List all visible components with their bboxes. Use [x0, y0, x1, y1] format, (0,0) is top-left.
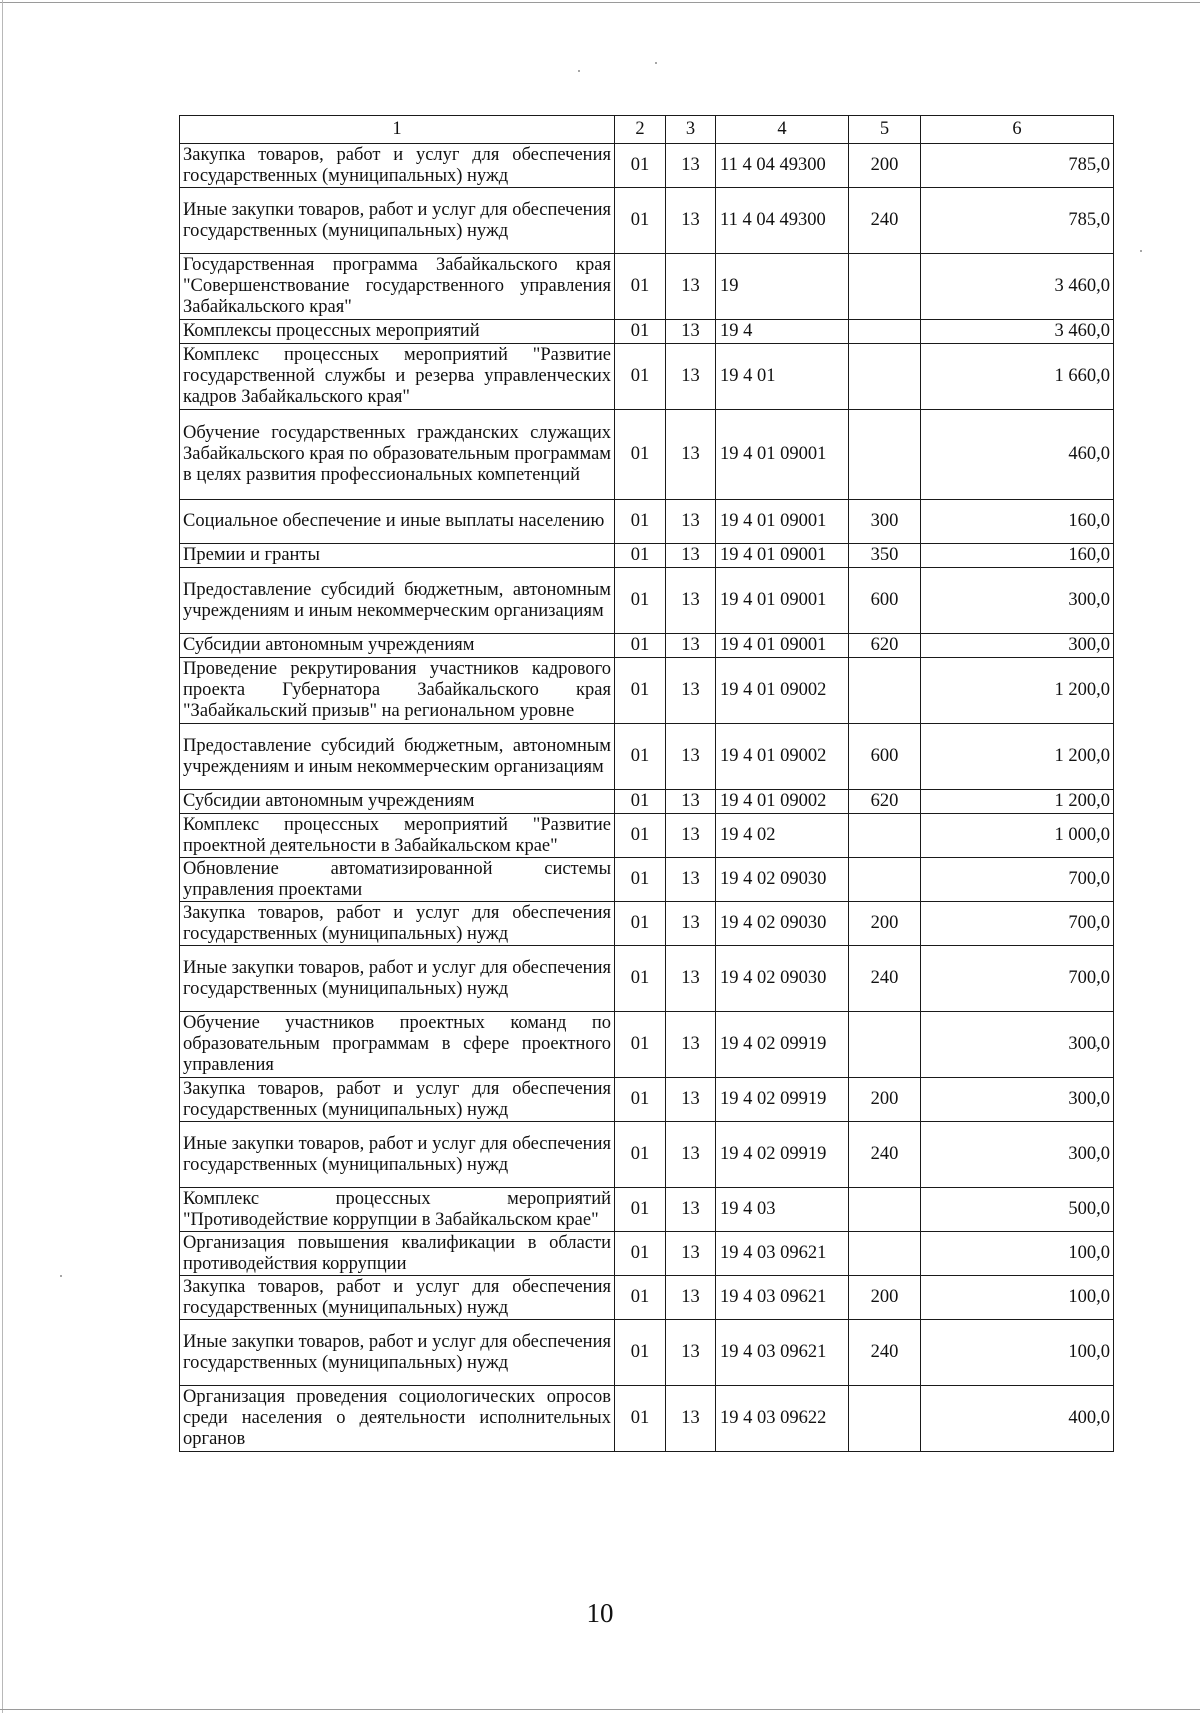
section-code-cell: 01 [615, 946, 666, 1012]
table-row [180, 320, 1114, 344]
page-number: 10 [586, 1598, 614, 1628]
row-name-cell: Организация проведения социологических опросов среди населения о деятельности исполнительных органов [180, 1386, 615, 1452]
row-name-cell: Предоставление субсидий бюджетным, автономным учреждениям и иным некоммерческим организациям [180, 568, 615, 634]
table-row [180, 568, 1114, 634]
section-code-cell: 01 [615, 658, 666, 724]
amount-cell: 100,0 [921, 1320, 1114, 1386]
target-article-cell: 19 4 02 09030 [716, 858, 849, 902]
amount-cell: 1 660,0 [921, 344, 1114, 410]
header-cell: 2 [615, 116, 666, 144]
section-code-cell: 01 [615, 814, 666, 858]
amount-cell: 700,0 [921, 946, 1114, 1012]
subsection-code-cell: 13 [666, 902, 716, 946]
subsection-code-cell: 13 [666, 946, 716, 1012]
budget-table [179, 115, 1114, 1452]
row-name-cell: Социальное обеспечение и иные выплаты населению [180, 500, 615, 544]
subsection-code-cell: 13 [666, 1320, 716, 1386]
expense-type-cell [849, 410, 921, 500]
column-number-header [180, 116, 1114, 144]
expense-type-cell [849, 658, 921, 724]
subsection-code-cell: 13 [666, 1122, 716, 1188]
subsection-code-cell: 13 [666, 814, 716, 858]
row-name-cell: Комплекс процессных мероприятий "Развитие государственной службы и резерва управленческих кадров Забайкальского края" [180, 344, 615, 410]
expense-type-cell: 200 [849, 144, 921, 188]
row-name-cell: Организация повышения квалификации в области противодействия коррупции [180, 1232, 615, 1276]
table-row [180, 410, 1114, 500]
row-name-cell: Обучение участников проектных команд по образовательным программам в сфере проектного управления [180, 1012, 615, 1078]
table-row [180, 634, 1114, 658]
scan-speck [60, 1275, 62, 1277]
subsection-code-cell: 13 [666, 1078, 716, 1122]
section-code-cell: 01 [615, 254, 666, 320]
subsection-code-cell: 13 [666, 188, 716, 254]
table-row [180, 724, 1114, 790]
amount-cell: 300,0 [921, 1078, 1114, 1122]
row-name-cell: Государственная программа Забайкальского края "Совершенствование государственного управления Забайкальского края" [180, 254, 615, 320]
section-code-cell: 01 [615, 544, 666, 568]
amount-cell: 1 000,0 [921, 814, 1114, 858]
amount-cell: 160,0 [921, 544, 1114, 568]
target-article-cell: 19 4 03 09622 [716, 1386, 849, 1452]
table-row [180, 1276, 1114, 1320]
amount-cell: 700,0 [921, 858, 1114, 902]
section-code-cell: 01 [615, 1012, 666, 1078]
target-article-cell: 19 [716, 254, 849, 320]
target-article-cell: 19 4 01 09001 [716, 568, 849, 634]
expense-type-cell [849, 254, 921, 320]
amount-cell: 100,0 [921, 1276, 1114, 1320]
subsection-code-cell: 13 [666, 254, 716, 320]
expense-type-cell: 240 [849, 1122, 921, 1188]
scan-edge-bottom [0, 1709, 1200, 1710]
target-article-cell: 19 4 02 09919 [716, 1078, 849, 1122]
subsection-code-cell: 13 [666, 1188, 716, 1232]
amount-cell: 160,0 [921, 500, 1114, 544]
section-code-cell: 01 [615, 144, 666, 188]
target-article-cell: 19 4 03 09621 [716, 1320, 849, 1386]
section-code-cell: 01 [615, 320, 666, 344]
section-code-cell: 01 [615, 1122, 666, 1188]
amount-cell: 1 200,0 [921, 724, 1114, 790]
table-row [180, 946, 1114, 1012]
table-row [180, 1122, 1114, 1188]
row-name-cell: Закупка товаров, работ и услуг для обеспечения государственных (муниципальных) нужд [180, 902, 615, 946]
subsection-code-cell: 13 [666, 858, 716, 902]
row-name-cell: Комплексы процессных мероприятий [180, 320, 615, 344]
table-row [180, 658, 1114, 724]
header-cell: 4 [716, 116, 849, 144]
table-row [180, 544, 1114, 568]
subsection-code-cell: 13 [666, 634, 716, 658]
subsection-code-cell: 13 [666, 144, 716, 188]
row-name-cell: Предоставление субсидий бюджетным, автономным учреждениям и иным некоммерческим организациям [180, 724, 615, 790]
target-article-cell: 19 4 01 09002 [716, 658, 849, 724]
expense-type-cell [849, 1188, 921, 1232]
table-row [180, 1320, 1114, 1386]
budget-table-body [180, 116, 1114, 1452]
header-cell: 3 [666, 116, 716, 144]
expense-type-cell: 200 [849, 1276, 921, 1320]
header-cell: 6 [921, 116, 1114, 144]
expense-type-cell [849, 1386, 921, 1452]
row-name-cell: Иные закупки товаров, работ и услуг для обеспечения государственных (муниципальных) нужд [180, 188, 615, 254]
target-article-cell: 19 4 03 [716, 1188, 849, 1232]
table-row [180, 1078, 1114, 1122]
amount-cell: 500,0 [921, 1188, 1114, 1232]
amount-cell: 400,0 [921, 1386, 1114, 1452]
section-code-cell: 01 [615, 1188, 666, 1232]
table-row [180, 814, 1114, 858]
row-name-cell: Иные закупки товаров, работ и услуг для обеспечения государственных (муниципальных) нужд [180, 1320, 615, 1386]
section-code-cell: 01 [615, 344, 666, 410]
section-code-cell: 01 [615, 1232, 666, 1276]
row-name-cell: Закупка товаров, работ и услуг для обеспечения государственных (муниципальных) нужд [180, 144, 615, 188]
target-article-cell: 19 4 01 09002 [716, 724, 849, 790]
section-code-cell: 01 [615, 500, 666, 544]
section-code-cell: 01 [615, 410, 666, 500]
expense-type-cell: 620 [849, 790, 921, 814]
target-article-cell: 19 4 01 09001 [716, 410, 849, 500]
table-row [180, 1232, 1114, 1276]
expense-type-cell: 200 [849, 1078, 921, 1122]
amount-cell: 1 200,0 [921, 790, 1114, 814]
amount-cell: 3 460,0 [921, 254, 1114, 320]
scan-edge-top [0, 2, 1200, 3]
subsection-code-cell: 13 [666, 658, 716, 724]
expense-type-cell: 600 [849, 724, 921, 790]
row-name-cell: Закупка товаров, работ и услуг для обеспечения государственных (муниципальных) нужд [180, 1078, 615, 1122]
expense-type-cell [849, 858, 921, 902]
table-row [180, 1386, 1114, 1452]
amount-cell: 3 460,0 [921, 320, 1114, 344]
row-name-cell: Обновление автоматизированной системы управления проектами [180, 858, 615, 902]
section-code-cell: 01 [615, 1276, 666, 1320]
table-row [180, 790, 1114, 814]
table-row [180, 858, 1114, 902]
scan-edge-left [2, 0, 3, 1713]
row-name-cell: Иные закупки товаров, работ и услуг для обеспечения государственных (муниципальных) нужд [180, 946, 615, 1012]
section-code-cell: 01 [615, 790, 666, 814]
header-cell: 1 [180, 116, 615, 144]
target-article-cell: 19 4 [716, 320, 849, 344]
target-article-cell: 19 4 02 09919 [716, 1012, 849, 1078]
section-code-cell: 01 [615, 858, 666, 902]
table-row [180, 1188, 1114, 1232]
amount-cell: 100,0 [921, 1232, 1114, 1276]
table-row [180, 500, 1114, 544]
expense-type-cell: 240 [849, 188, 921, 254]
amount-cell: 460,0 [921, 410, 1114, 500]
table-row [180, 1012, 1114, 1078]
section-code-cell: 01 [615, 568, 666, 634]
table-row [180, 144, 1114, 188]
amount-cell: 300,0 [921, 568, 1114, 634]
header-cell: 5 [849, 116, 921, 144]
target-article-cell: 19 4 02 09919 [716, 1122, 849, 1188]
section-code-cell: 01 [615, 724, 666, 790]
target-article-cell: 19 4 03 09621 [716, 1232, 849, 1276]
subsection-code-cell: 13 [666, 568, 716, 634]
expense-type-cell: 240 [849, 946, 921, 1012]
table-row [180, 188, 1114, 254]
subsection-code-cell: 13 [666, 1386, 716, 1452]
row-name-cell: Субсидии автономным учреждениям [180, 790, 615, 814]
table-row [180, 902, 1114, 946]
row-name-cell: Обучение государственных гражданских служащих Забайкальского края по образовательным программам в целях развития профессиональных компетенций [180, 410, 615, 500]
subsection-code-cell: 13 [666, 344, 716, 410]
expense-type-cell: 620 [849, 634, 921, 658]
subsection-code-cell: 13 [666, 724, 716, 790]
target-article-cell: 19 4 01 09001 [716, 500, 849, 544]
target-article-cell: 11 4 04 49300 [716, 188, 849, 254]
subsection-code-cell: 13 [666, 410, 716, 500]
expense-type-cell [849, 344, 921, 410]
expense-type-cell: 300 [849, 500, 921, 544]
row-name-cell: Закупка товаров, работ и услуг для обеспечения государственных (муниципальных) нужд [180, 1276, 615, 1320]
expense-type-cell: 240 [849, 1320, 921, 1386]
target-article-cell: 19 4 01 09001 [716, 634, 849, 658]
scan-speck [655, 62, 657, 64]
subsection-code-cell: 13 [666, 320, 716, 344]
section-code-cell: 01 [615, 902, 666, 946]
target-article-cell: 19 4 02 09030 [716, 946, 849, 1012]
expense-type-cell [849, 320, 921, 344]
section-code-cell: 01 [615, 188, 666, 254]
target-article-cell: 11 4 04 49300 [716, 144, 849, 188]
target-article-cell: 19 4 01 [716, 344, 849, 410]
section-code-cell: 01 [615, 634, 666, 658]
subsection-code-cell: 13 [666, 1232, 716, 1276]
table-row [180, 344, 1114, 410]
amount-cell: 1 200,0 [921, 658, 1114, 724]
scan-speck [578, 70, 580, 72]
target-article-cell: 19 4 03 09621 [716, 1276, 849, 1320]
amount-cell: 785,0 [921, 144, 1114, 188]
subsection-code-cell: 13 [666, 500, 716, 544]
amount-cell: 300,0 [921, 1122, 1114, 1188]
scan-speck [1140, 250, 1142, 252]
subsection-code-cell: 13 [666, 544, 716, 568]
expense-type-cell [849, 814, 921, 858]
row-name-cell: Комплекс процессных мероприятий "Противодействие коррупции в Забайкальском крае" [180, 1188, 615, 1232]
expense-type-cell: 200 [849, 902, 921, 946]
amount-cell: 300,0 [921, 1012, 1114, 1078]
row-name-cell: Иные закупки товаров, работ и услуг для обеспечения государственных (муниципальных) нужд [180, 1122, 615, 1188]
target-article-cell: 19 4 01 09002 [716, 790, 849, 814]
amount-cell: 785,0 [921, 188, 1114, 254]
row-name-cell: Субсидии автономным учреждениям [180, 634, 615, 658]
target-article-cell: 19 4 02 [716, 814, 849, 858]
section-code-cell: 01 [615, 1320, 666, 1386]
row-name-cell: Премии и гранты [180, 544, 615, 568]
table-row [180, 254, 1114, 320]
expense-type-cell: 600 [849, 568, 921, 634]
section-code-cell: 01 [615, 1078, 666, 1122]
target-article-cell: 19 4 02 09030 [716, 902, 849, 946]
expense-type-cell [849, 1012, 921, 1078]
subsection-code-cell: 13 [666, 1012, 716, 1078]
section-code-cell: 01 [615, 1386, 666, 1452]
subsection-code-cell: 13 [666, 1276, 716, 1320]
amount-cell: 300,0 [921, 634, 1114, 658]
expense-type-cell [849, 1232, 921, 1276]
row-name-cell: Проведение рекрутирования участников кадрового проекта Губернатора Забайкальского края "Забайкальский призыв" на региональном уровне [180, 658, 615, 724]
subsection-code-cell: 13 [666, 790, 716, 814]
target-article-cell: 19 4 01 09001 [716, 544, 849, 568]
row-name-cell: Комплекс процессных мероприятий "Развитие проектной деятельности в Забайкальском крае" [180, 814, 615, 858]
amount-cell: 700,0 [921, 902, 1114, 946]
expense-type-cell: 350 [849, 544, 921, 568]
